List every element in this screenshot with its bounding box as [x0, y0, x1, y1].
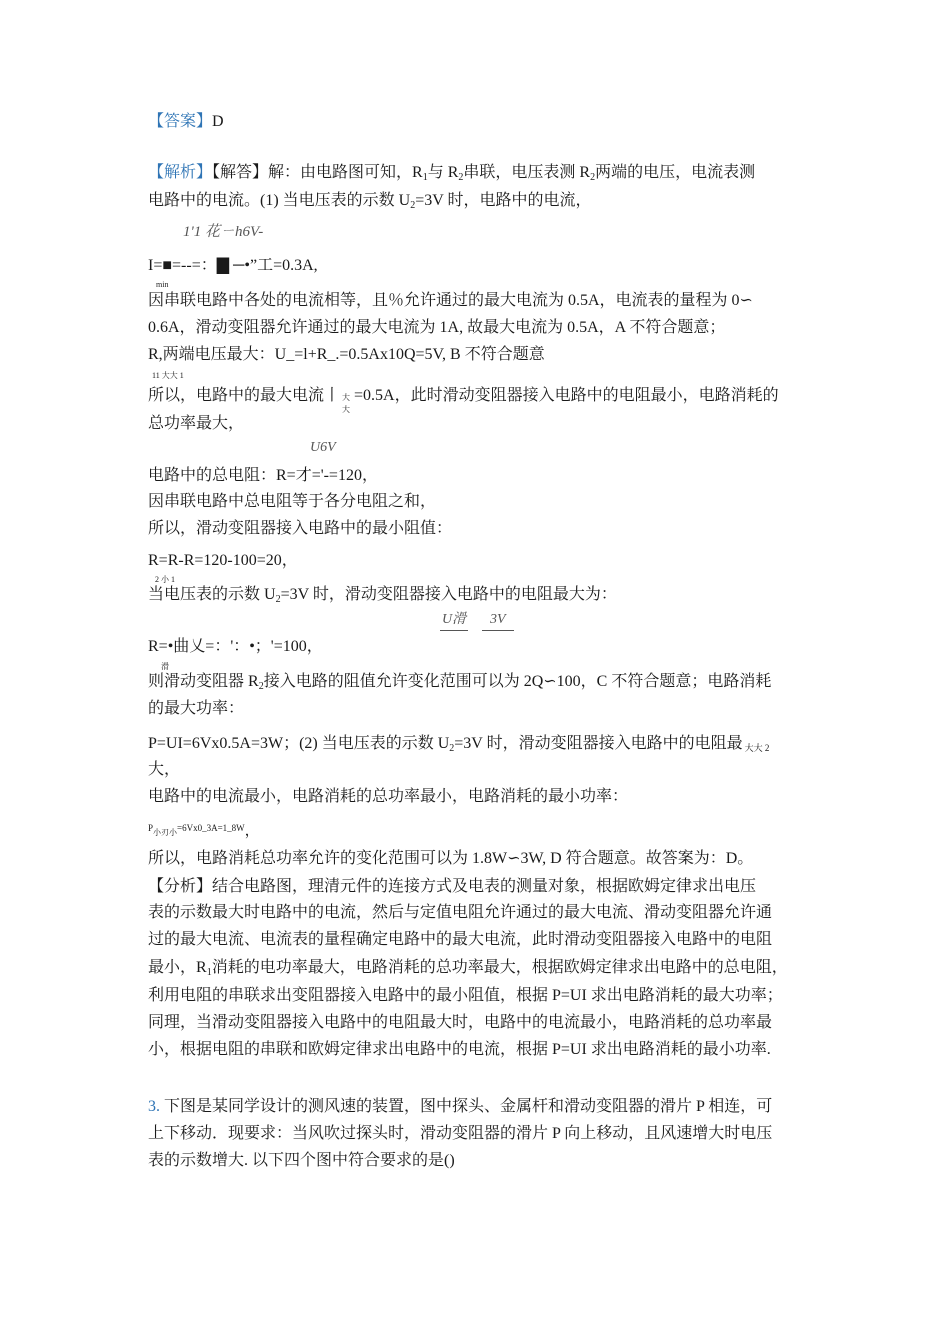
ocr-garble-formula-3a: U滑 [440, 610, 468, 631]
text: P [148, 823, 154, 833]
analysis-line-21: 所以，电路消耗总功率允许的变化范围可以为 1.8W∽3W, D 符合题意。故答案为：D。 [148, 850, 754, 867]
analysis-line-6: R,两端电压最大：U_=l+R_.=0.5Ax10Q=5V, B 不符合题意 [148, 346, 545, 363]
text: 与 R [427, 164, 459, 181]
question-3-line-2: 上下移动．现要求：当风吹过探头时，滑动变阻器的滑片 P 向上移动，且风速增大时电压 [148, 1125, 773, 1142]
analysis-line-20 [148, 818, 260, 843]
analysis-line-5: 0.6A，滑动变阻器允许通过的最大电流为 1A, 故最大电流为 0.5A，A 不符合题意； [148, 319, 726, 336]
small-top: 大 [342, 393, 351, 402]
small-index-2: 2 小 1 [155, 575, 175, 584]
ocr-garble-formula-2: U6V [310, 440, 336, 455]
answer-value: D [212, 113, 224, 130]
text: 【解答】解：由电路图可知，R [212, 164, 423, 181]
analysis-line-8: 总功率最大， [148, 415, 245, 432]
text: 则滑动变阻器 R [148, 673, 259, 690]
text: =3V 时，滑动变阻器接入电路中的电阻最 [454, 735, 743, 752]
analysis-label: 【解析】 [148, 164, 213, 181]
text: ， [244, 823, 260, 839]
text: 下图是某同学设计的测风速的装置，图中探头、金属杆和滑动变阻器的滑片 P 相连，可 [160, 1098, 773, 1115]
small-stack [340, 380, 354, 414]
small-index-5: 小刃小 [153, 828, 178, 837]
subscript: 2 [458, 172, 464, 183]
fenxi-line-6: 同理，当滑动变阻器接入电路中的电阻最大时，电路中的电流最小，电路消耗的总功率最 [148, 1014, 773, 1031]
question-3-line-3: 表的示数增大. 以下四个图中符合要求的是() [148, 1152, 455, 1169]
text: 所以，电路中的最大电流丨 [148, 387, 341, 404]
text: 消耗的电功率最大，电路消耗的总功率最大，根据欧姆定律求出电路中的总电阻， [211, 959, 788, 976]
text: 电路中的电流。(1) 当电压表的示数 U [148, 192, 411, 209]
subscript-min: min [156, 280, 169, 289]
small-index-1: 11 大大 1 [152, 371, 184, 380]
fenxi-line-2: 表的示数最大时电路中的电流，然后与定值电阻允许通过的最大电流、滑动变阻器允许通 [148, 904, 773, 921]
question-3-line-1 [148, 1097, 772, 1117]
ocr-garble-formula-1: 1'1 花ㄧh6V- [183, 224, 264, 240]
subscript: 1 [422, 172, 428, 183]
subscript: 2 [449, 743, 455, 754]
analysis-line-2 [148, 191, 592, 216]
ocr-garble-formula-3b: 3V [482, 610, 514, 631]
analysis-line-10: 因串联电路中总电阻等于各分电阻之和， [148, 493, 437, 510]
analysis-line-4: 因串联电路中各处的电流相等，且％允许通过的最大电流为 0.5A，电流表的量程为 0∽ [148, 292, 753, 309]
answer-label: 【答案】 [148, 113, 213, 130]
text: =3V 时，电路中的电流， [415, 192, 592, 209]
analysis-line-11: 所以，滑动变阻器接入电路中的最小阻值： [148, 520, 453, 537]
small-bottom: 大 [342, 405, 351, 414]
subscript: 2 [258, 681, 264, 692]
analysis-line-7 [148, 380, 779, 414]
subscript: 1 [206, 967, 212, 978]
fenxi-line-1: 【分析】结合电路图，理清元件的连接方式及电表的测量对象，根据欧姆定律求出电压 [148, 878, 757, 895]
analysis-line-19: 电路中的电流最小，电路消耗的总功率最小，电路消耗的最小功率： [148, 788, 629, 805]
analysis-line-15 [148, 672, 771, 697]
fenxi-line-7: 小，根据电阻的串联和欧姆定律求出电路中的电流，根据 P=UI 求出电路消耗的最小功率. [148, 1041, 771, 1058]
subscript: 2 [410, 200, 416, 211]
text: 串联，电压表测 R [463, 164, 591, 181]
analysis-line-18: 大， [148, 761, 181, 778]
text: 最小，R [148, 959, 207, 976]
text: =0.5A，此时滑动变阻器接入电路中的电阻最小，电路消耗的 [354, 387, 779, 404]
text: 当电压表的示数 U [148, 586, 276, 603]
fenxi-line-4 [148, 958, 788, 983]
analysis-line-17 [148, 734, 769, 759]
analysis-line-3: I=■=--=：▇ ─•”工=0.3A, [148, 257, 318, 274]
text: =6Vx0_3A=1_8W [177, 823, 245, 833]
analysis-line-1 [148, 163, 755, 188]
answer-line [148, 112, 224, 132]
small-index-4: 大大 2 [744, 743, 770, 753]
fenxi-line-5: 利用电阻的串联求出变阻器接入电路中的最小阻值，根据 P=UI 求出电路消耗的最大功率； [148, 987, 783, 1004]
question-number: 3. [148, 1098, 160, 1115]
text: 两端的电压，电流表测 [595, 164, 756, 181]
subscript: 2 [590, 172, 596, 183]
analysis-line-12: R=R-R=120-100=20， [148, 552, 298, 569]
analysis-line-13 [148, 585, 617, 610]
fenxi-line-3: 过的最大电流、电流表的量程确定电路中的最大电流，此时滑动变阻器接入电路中的电阻 [148, 931, 773, 948]
analysis-line-14: R=•曲乂=：'：•；'=100， [148, 638, 323, 655]
subscript: 2 [275, 594, 281, 605]
analysis-line-9: 电路中的总电阻：R=才='-=120， [148, 467, 378, 484]
analysis-line-16: 的最大功率： [148, 700, 245, 717]
small-index-3: 滑 [161, 662, 169, 671]
text: =3V 时，滑动变阻器接入电路中的电阻最大为： [280, 586, 617, 603]
text: 接入电路的阻值允许变化范围可以为 2Q∽100，C 不符合题意；电路消耗 [263, 673, 772, 690]
text: P=UI=6Vx0.5A=3W；(2) 当电压表的示数 U [148, 735, 450, 752]
